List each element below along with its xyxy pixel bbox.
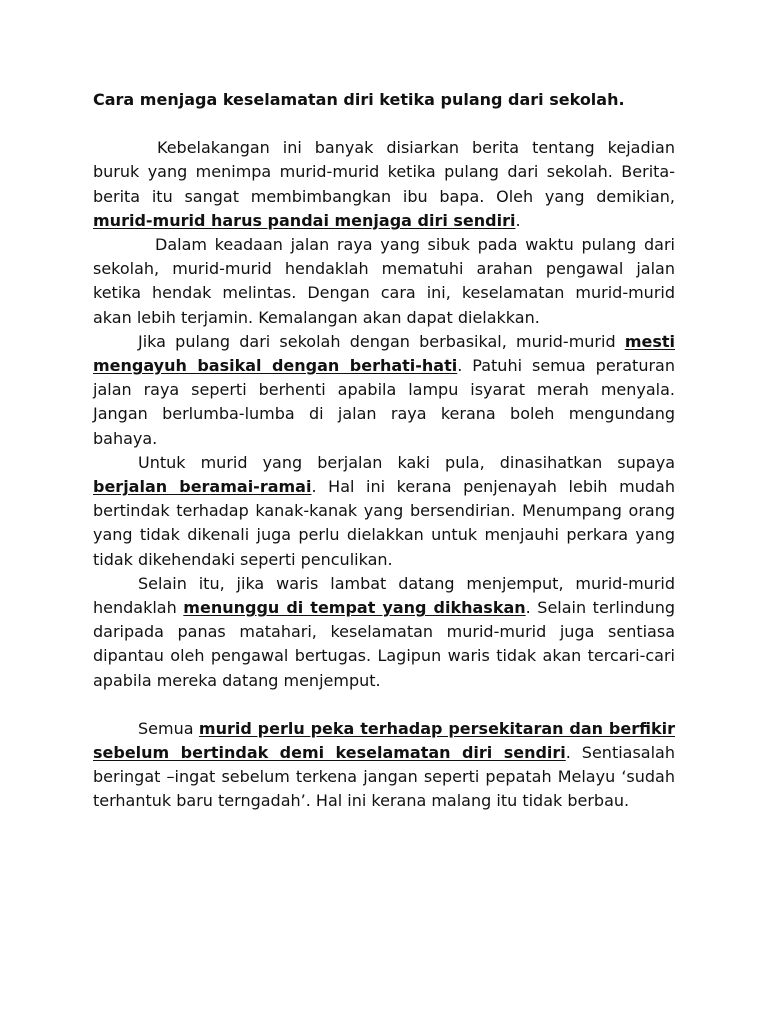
paragraph-2: [93, 233, 675, 330]
paragraph-2-text: Dalam keadaan jalan raya yang sibuk pada waktu pulang dari sekolah, murid-murid hendaklah mematuhi arahan pengawal jalan ketika hendak melintas. Dengan cara ini, keselamatan murid-murid akan lebih terjamin. Kemalangan akan dapat dielakkan.: [93, 235, 675, 327]
paragraph-1-text-before: Kebelakangan ini banyak disiarkan berita tentang kejadian buruk yang menimpa murid-murid ketika pulang dari sekolah. Berita-berita itu sangat membimbangkan ibu bapa. Oleh yang demikian,: [93, 138, 675, 206]
paragraph-4-text-before: Untuk murid yang berjalan kaki pula, dinasihatkan supaya: [138, 452, 675, 472]
document-title: Cara menjaga keselamatan diri ketika pulang dari sekolah.: [93, 90, 625, 109]
paragraph-1-text-after: .: [515, 210, 521, 230]
paragraph-3-text-before: Jika pulang dari sekolah dengan berbasikal, murid-murid: [138, 331, 625, 351]
paragraph-1: [93, 136, 675, 233]
paragraph-3-emphasis: mesti mengayuh basikal dengan berhati-hati: [93, 331, 675, 376]
paragraph-4-emphasis: berjalan beramai-ramai: [93, 477, 312, 497]
paragraph-4-text-after: . Hal ini kerana penjenayah lebih mudah bertindak terhadap kanak-kanak yang bersendirian. Menumpang orang yang tidak dikenali juga perlu dielakkan untuk menjauhi perkara yang tidak dikehendaki seperti penculikan.: [93, 477, 675, 569]
document-page: [93, 88, 675, 814]
paragraph-6-text-before: Semua: [138, 718, 199, 738]
paragraph-3: [93, 330, 675, 451]
paragraph-6-emphasis: murid perlu peka terhadap persekitaran dan berfikir sebelum bertindak demi keselamatan diri sendiri: [93, 718, 675, 763]
paragraph-5-text-before: Selain itu, jika waris lambat datang menjemput, murid-murid hendaklah: [93, 573, 675, 618]
paragraph-5-text-after: . Selain terlindung daripada panas matahari, keselamatan murid-murid juga sentiasa dipantau oleh pengawal bertugas. Lagipun waris tidak akan tercari-cari apabila mereka datang menjemput.: [93, 598, 675, 690]
paragraph-4: [93, 451, 675, 572]
paragraph-1-emphasis: murid-murid harus pandai menjaga diri sendiri: [93, 210, 516, 230]
paragraph-5: [93, 572, 675, 693]
paragraph-6-text-after: . Sentiasalah beringat –ingat sebelum terkena jangan seperti pepatah Melayu ‘sudah terhantuk baru terngadah’. Hal ini kerana malang itu tidak berbau.: [93, 743, 675, 811]
paragraph-5-emphasis: menunggu di tempat yang dikhaskan: [183, 598, 526, 618]
paragraph-6: [93, 717, 675, 814]
paragraph-3-text-after: . Patuhi semua peraturan jalan raya seperti berhenti apabila lampu isyarat merah menyala. Jangan berlumba-lumba di jalan raya kerana boleh mengundang bahaya.: [93, 356, 675, 448]
